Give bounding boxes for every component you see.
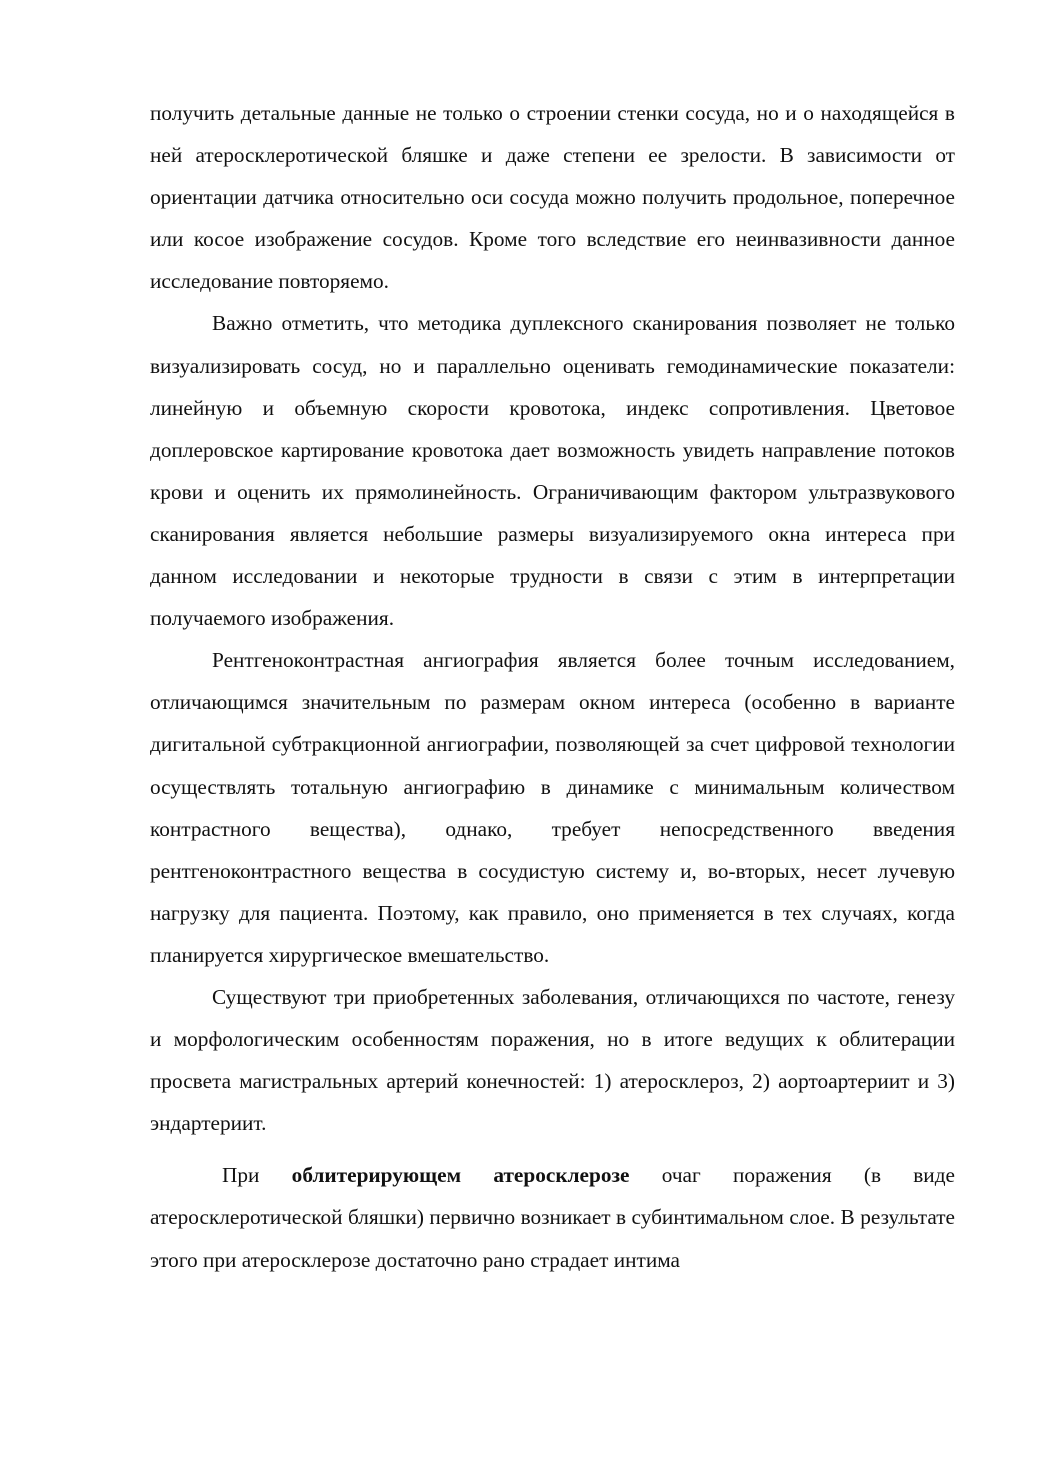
- paragraph-1: получить детальные данные не только о строении стенки сосуда, но и о находящейся в ней атеросклеротической бляшке и даже степени ее зрелости. В зависимости от ориентации датчика относительно оси сосуда можно получить продольное, поперечное или косое изображение сосудов. Кроме того вследствие его неинвазивности данное исследование повторяемо.: [150, 101, 955, 294]
- document-page: [150, 92, 955, 1281]
- paragraph-5-lead: При: [222, 1163, 292, 1188]
- paragraph-5-rest: очаг поражения (в виде атеросклеротической бляшки) первично возникает в субинтимальном слое. В результате этого при атеросклерозе достаточно рано страдает интима: [150, 1163, 955, 1272]
- bold-term: облитерирующем атеросклерозе: [291, 1163, 630, 1188]
- paragraph-2: Важно отметить, что методика дуплексного сканирования позволяет не только визуализировать сосуд, но и параллельно оценивать гемодинамические показатели: линейную и объемную скорости кровотока, индекс сопротивления. Цветовое доплеровское картирование кровотока дает возможность увидеть направление потоков крови и оценить их прямолинейность. Ограничивающим фактором ультразвукового сканирования является небольшие размеры визуализируемого окна интереса при данном исследовании и некоторые трудности в связи с этим в интерпретации получаемого изображения.: [150, 311, 955, 631]
- paragraph-5: [150, 1154, 955, 1280]
- paragraph-4: Существуют три приобретенных заболевания, отличающихся по частоте, генезу и морфологическим особенностям поражения, но в итоге ведущих к облитерации просвета магистральных артерий конечностей: 1) атеросклероз, 2) аортоартериит и 3) эндартериит.: [150, 984, 955, 1136]
- paragraph-3: Рентгеноконтрастная ангиография является более точным исследованием, отличающимся значительным по размерам окном интереса (особенно в варианте дигитальной субтракционной ангиографии, позволяющей за счет цифровой технологии осуществлять тотальную ангиографию в динамике с минимальным количеством контрастного вещества), однако, требует непосредственного введения рентгеноконтрастного вещества в сосудистую систему и, во-вторых, несет лучевую нагрузку для пациента. Поэтому, как правило, оно применяется в тех случаях, когда планируется хирургическое вмешательство.: [150, 648, 955, 967]
